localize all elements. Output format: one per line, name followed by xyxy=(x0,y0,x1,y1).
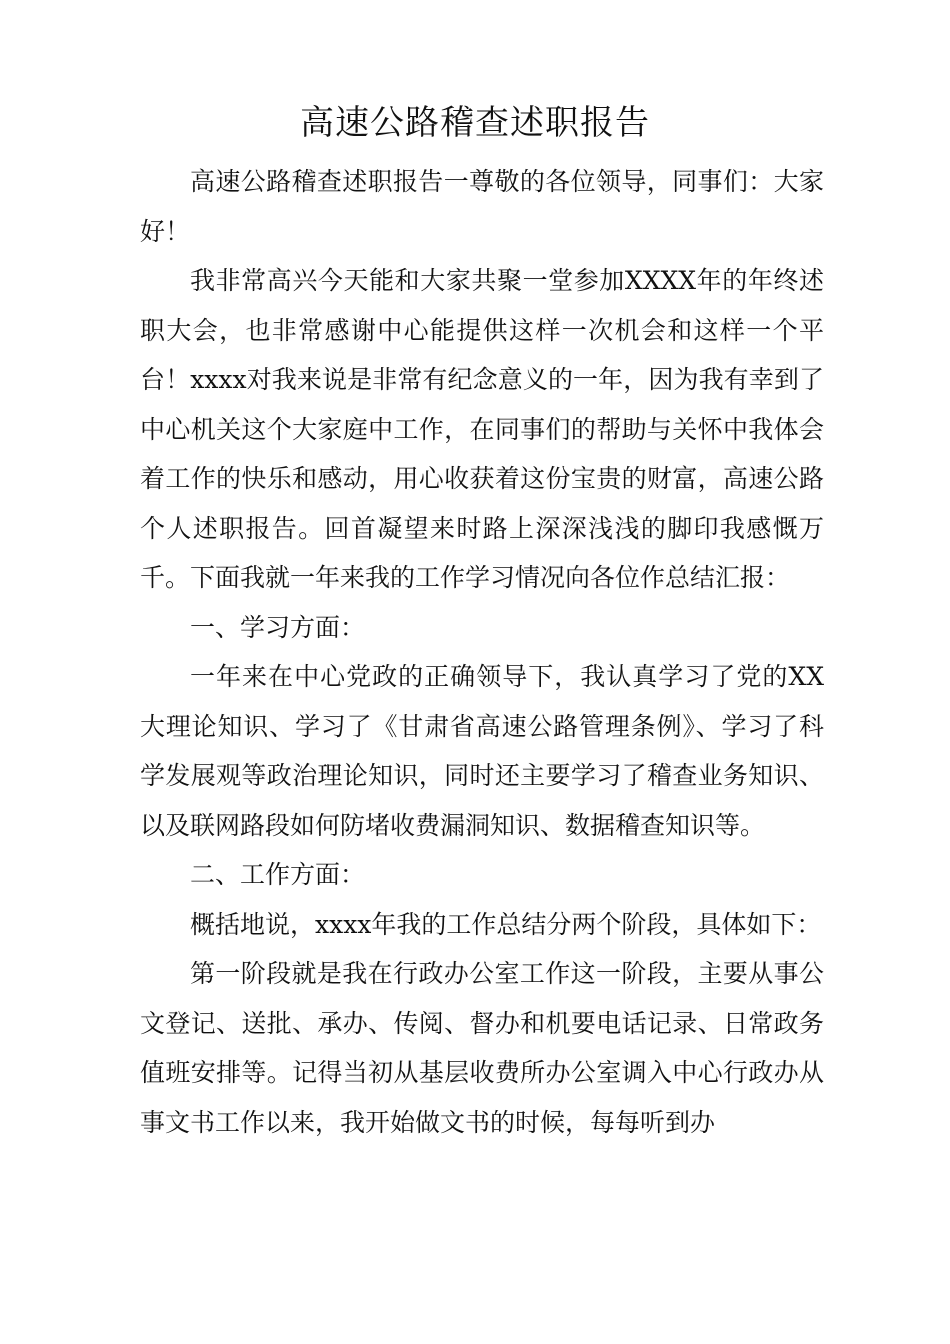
paragraph-greeting: 高速公路稽查述职报告一尊敬的各位领导，同事们：大家好！ xyxy=(140,167,824,246)
paragraph-stage-one: 第一阶段就是我在行政办公室工作这一阶段，主要从事公文登记、送批、承办、传阅、督办和机要电话记录、日常政务值班安排等。记得当初从基层收费所办公室调入中心行政办从事文书工作以来，我开始做文书的时候，每每听到办 xyxy=(140,959,824,1137)
paragraph-intro: 我非常高兴今天能和大家共聚一堂参加XXXX年的年终述职大会，也非常感谢中心能提供这样一次机会和这样一个平台！xxxx对我来说是非常有纪念意义的一年，因为我有幸到了中心机关这个大家庭中工作，在同事们的帮助与关怀中我体会着工作的快乐和感动，用心收获着这份宝贵的财富，高速公路个人述职报告。回首凝望来时路上深深浅浅的脚印我感慨万千。下面我就一年来我的工作学习情况向各位作总结汇报： xyxy=(140,266,824,592)
heading-work: 二、工作方面： xyxy=(190,860,366,889)
heading-study: 一、学习方面： xyxy=(190,612,366,642)
paragraph-work-summary: 概括地说，xxxx年我的工作总结分两个阶段，具体如下： xyxy=(190,909,822,939)
document-body xyxy=(140,157,824,1147)
document-title: 高速公路稽查述职报告 xyxy=(300,103,650,143)
paragraph-study: 一年来在中心党政的正确领导下，我认真学习了党的XX大理论知识、学习了《甘肃省高速公路管理条例》、学习了科学发展观等政治理论知识，同时还主要学习了稽查业务知识、以及联网路段如何防堵收费漏洞知识、数据稽查知识等。 xyxy=(140,662,824,840)
